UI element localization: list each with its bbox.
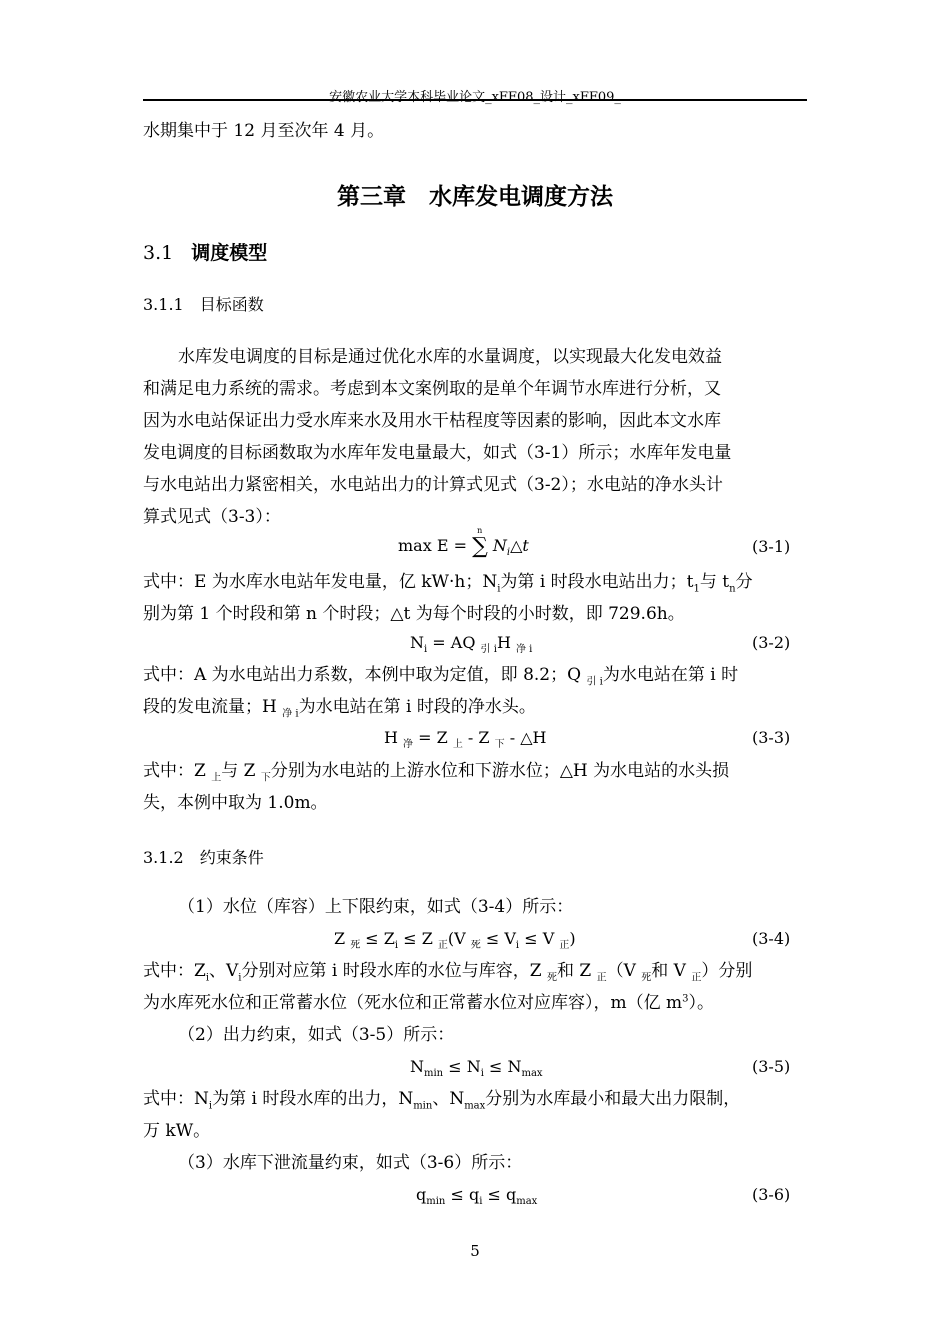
eq-subscript: i bbox=[506, 547, 511, 559]
equation-3-6: $q_{min} \le q_i \le q_{max}$ bbox=[416, 1185, 538, 1208]
equation-3-2: $N_i$ = AQ $_{引 i}$H $_{净 i}$ bbox=[410, 633, 533, 656]
running-header: 安徽农业大学本科毕业论文_xFF08_设计_xFF09_ bbox=[329, 90, 621, 105]
eq-term: △t bbox=[510, 536, 529, 555]
para-line: 与水电站出力紧密相关，水电站出力的计算式见式（3-2）；水电站的净水头计 bbox=[143, 475, 723, 495]
where-line: 别为第 1 个时段和第 n 个时段；△t 为每个时段的小时数，即 729.6h。 bbox=[143, 604, 685, 624]
equation-3-1 bbox=[398, 526, 529, 559]
subsection-title: 约束条件 bbox=[199, 848, 264, 867]
page-number: 5 bbox=[470, 1242, 480, 1260]
equation-number: (3-2) bbox=[752, 633, 791, 652]
equation-3-3: H $_净$ = Z $_上$ - Z $_下$ - △H bbox=[384, 728, 547, 751]
equation-3-4: Z $_死 \le Z_i \le Z$ $_正$(V $_死 \le V_i \le V$ $_正$) bbox=[334, 929, 576, 952]
where-line: 式中：A 为水电站出力系数，本例中取为定值，即 8.2；Q $_{引 i}$为水电站在第 i 时 bbox=[143, 665, 739, 688]
intro-line: 水期集中于 12 月至次年 4 月。 bbox=[143, 121, 385, 141]
where-line: 式中：$Z_i$、$V_i$分别对应第 i 时段水库的水位与库容，Z $_死$和 Z $_正$（V $_死$和 V $_正$）分别 bbox=[143, 961, 753, 984]
para-line: 和满足电力系统的需求。考虑到本文案例取的是单个年调节水库进行分析，又 bbox=[143, 379, 721, 399]
equation-number: (3-3) bbox=[752, 728, 791, 747]
constraint-intro-3: （3）水库下泄流量约束，如式（3-6）所示： bbox=[178, 1153, 523, 1173]
section-number: 3.1 bbox=[143, 242, 174, 264]
equation-number: (3-5) bbox=[752, 1057, 791, 1076]
section-title: 调度模型 bbox=[191, 242, 268, 264]
para-line: 因为水电站保证出力受水库来水及用水干枯程度等因素的影响，因此本文水库 bbox=[143, 411, 721, 431]
subsection-number: 3.1.2 bbox=[143, 848, 184, 867]
sum-symbol bbox=[472, 526, 488, 559]
where-line: 段的发电流量；H $_{净 i}$为水电站在第 i 时段的净水头。 bbox=[143, 697, 536, 720]
where-line: 式中：E 为水库水电站年发电量，亿 kW·h；$N_i$为第 i 时段水电站出力；$t_1$与 $t_n$分 bbox=[143, 572, 753, 595]
sum-upper-limit: n bbox=[477, 526, 483, 535]
eq-lhs: max E = bbox=[398, 536, 467, 555]
where-line: 失，本例中取为 1.0m。 bbox=[143, 793, 328, 813]
para-line: 水库发电调度的目标是通过优化水库的水量调度，以实现最大化发电效益 bbox=[178, 347, 722, 367]
eq-term: N bbox=[492, 536, 507, 555]
para-line: 发电调度的目标函数取为水库年发电量最大，如式（3-1）所示；水库年发电量 bbox=[143, 443, 732, 463]
constraint-intro-1: （1）水位（库容）上下限约束，如式（3-4）所示： bbox=[178, 897, 574, 917]
equation-number: (3-1) bbox=[752, 537, 791, 556]
header-rule bbox=[143, 99, 807, 101]
constraint-intro-2: （2）出力约束，如式（3-5）所示： bbox=[178, 1025, 455, 1045]
where-line: 式中：$N_i$为第 i 时段水库的出力，$N_{min}$、$N_{max}$分别为水库最小和最大出力限制， bbox=[143, 1089, 741, 1112]
subsection-heading-2 bbox=[143, 845, 264, 868]
where-line: 为水库死水位和正常蓄水位（死水位和正常蓄水位对应库容），m（亿 $m^3$）。 bbox=[143, 993, 715, 1013]
equation-number: (3-4) bbox=[752, 929, 791, 948]
sum-sign: ∑ bbox=[472, 534, 488, 559]
equation-3-5: $N_{min} \le N_i \le N_{max}$ bbox=[410, 1057, 543, 1080]
subsection-title: 目标函数 bbox=[199, 295, 264, 314]
chapter-title: 第三章 水库发电调度方法 bbox=[337, 183, 613, 210]
subsection-heading-1 bbox=[143, 292, 264, 315]
where-line: 式中：Z $_上$与 Z $_下$分别为水电站的上游水位和下游水位；△H 为水电站的水头损 bbox=[143, 761, 730, 784]
where-line: 万 kW。 bbox=[143, 1121, 211, 1141]
para-line: 算式见式（3-3）： bbox=[143, 507, 281, 527]
subsection-number: 3.1.1 bbox=[143, 295, 184, 314]
equation-number: (3-6) bbox=[752, 1185, 791, 1204]
section-heading bbox=[143, 238, 267, 265]
